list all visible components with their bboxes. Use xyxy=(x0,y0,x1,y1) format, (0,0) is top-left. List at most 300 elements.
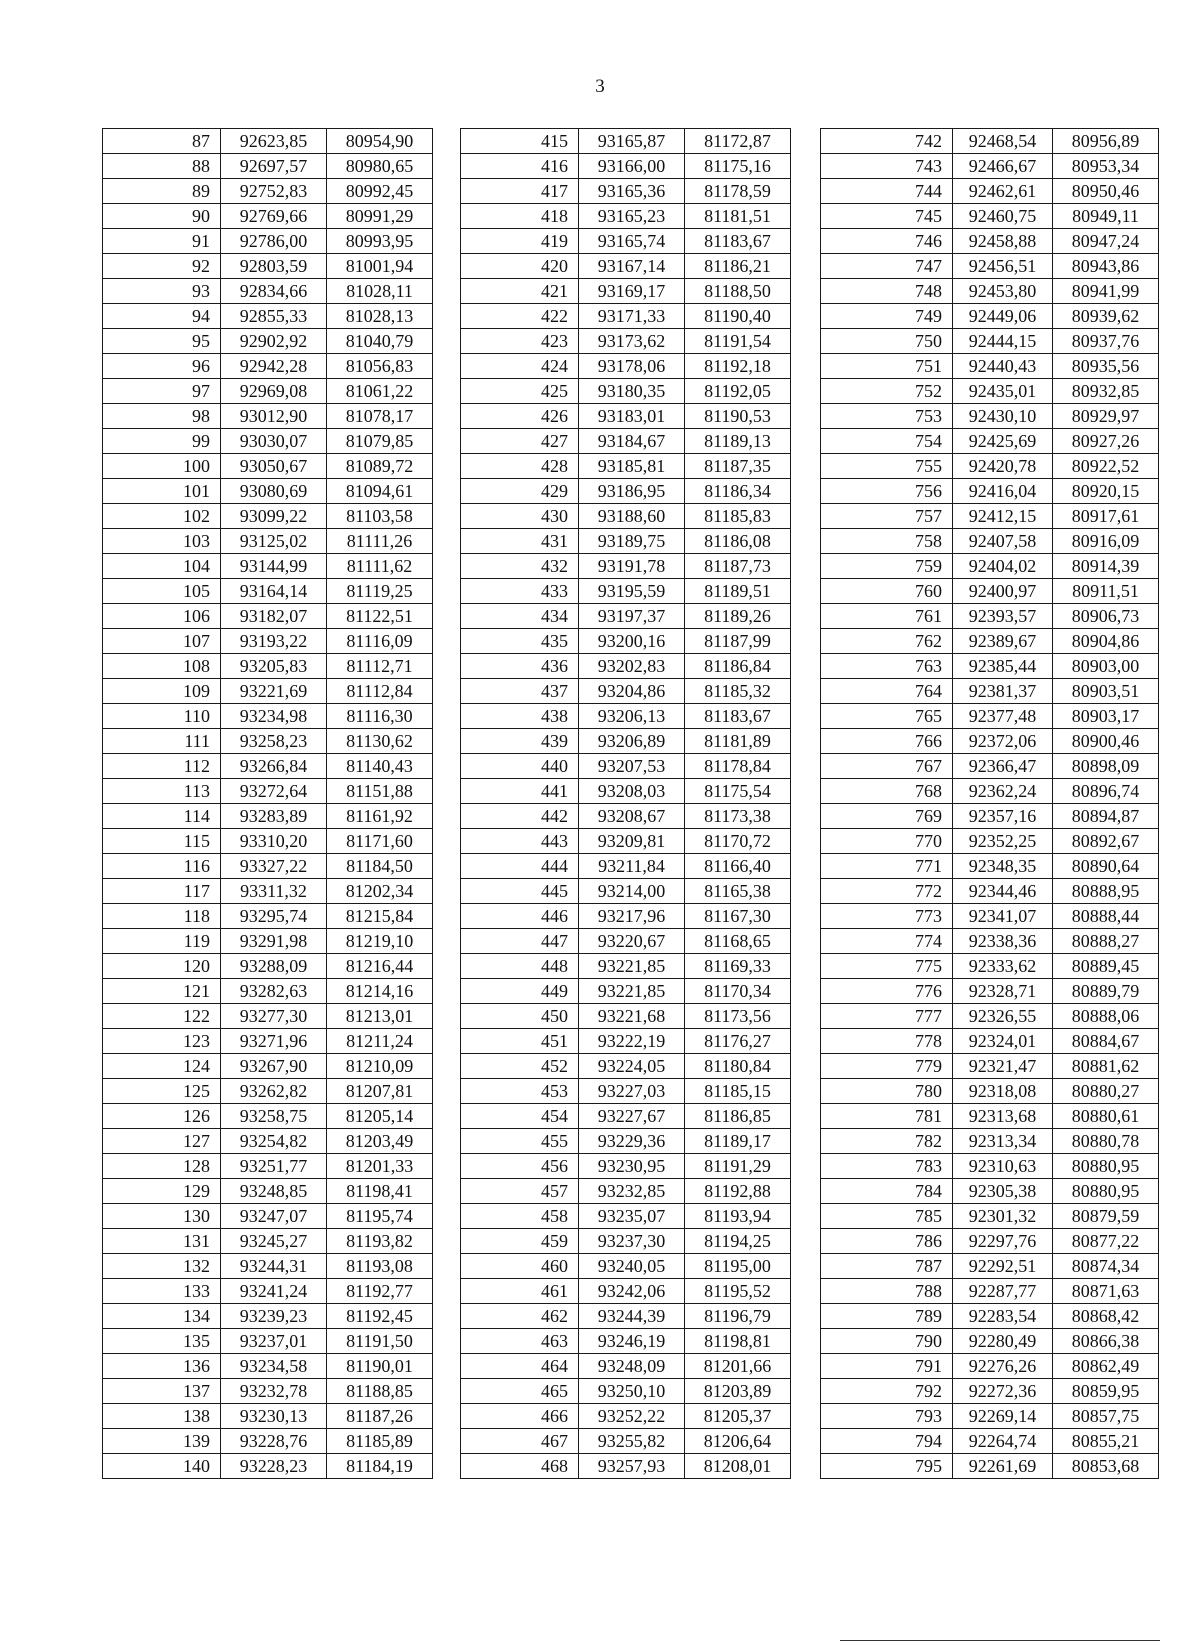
table-row xyxy=(103,854,433,879)
point-number-cell: 763 xyxy=(821,654,953,679)
y-coordinate-cell: 81185,89 xyxy=(327,1429,433,1454)
point-number-cell: 467 xyxy=(461,1429,579,1454)
point-number-cell: 778 xyxy=(821,1029,953,1054)
x-coordinate-cell: 93277,30 xyxy=(221,1004,327,1029)
x-coordinate-cell: 93257,93 xyxy=(579,1454,685,1479)
table-row xyxy=(461,1329,791,1354)
x-coordinate-cell: 92412,15 xyxy=(953,504,1053,529)
table-row xyxy=(821,1354,1159,1379)
y-coordinate-cell: 81170,34 xyxy=(685,979,791,1004)
table-row xyxy=(461,879,791,904)
table-row xyxy=(103,979,433,1004)
table-row xyxy=(103,1254,433,1279)
coordinate-table-body xyxy=(821,129,1159,1479)
y-coordinate-cell: 81078,17 xyxy=(327,404,433,429)
y-coordinate-cell: 81193,94 xyxy=(685,1204,791,1229)
table-row xyxy=(103,579,433,604)
point-number-cell: 116 xyxy=(103,854,221,879)
y-coordinate-cell: 81167,30 xyxy=(685,904,791,929)
y-coordinate-cell: 81176,27 xyxy=(685,1029,791,1054)
point-number-cell: 108 xyxy=(103,654,221,679)
table-row xyxy=(461,304,791,329)
x-coordinate-cell: 92377,48 xyxy=(953,704,1053,729)
y-coordinate-cell: 81184,19 xyxy=(327,1454,433,1479)
table-row xyxy=(821,1229,1159,1254)
y-coordinate-cell: 81122,51 xyxy=(327,604,433,629)
point-number-cell: 774 xyxy=(821,929,953,954)
y-coordinate-cell: 81001,94 xyxy=(327,254,433,279)
point-number-cell: 765 xyxy=(821,704,953,729)
y-coordinate-cell: 81089,72 xyxy=(327,454,433,479)
table-row xyxy=(461,1404,791,1429)
y-coordinate-cell: 80943,86 xyxy=(1053,254,1159,279)
x-coordinate-cell: 93186,95 xyxy=(579,479,685,504)
y-coordinate-cell: 81169,33 xyxy=(685,954,791,979)
x-coordinate-cell: 92297,76 xyxy=(953,1229,1053,1254)
coordinate-table-1 xyxy=(102,128,433,1479)
point-number-cell: 133 xyxy=(103,1279,221,1304)
point-number-cell: 771 xyxy=(821,854,953,879)
table-row xyxy=(461,329,791,354)
table-row xyxy=(103,479,433,504)
x-coordinate-cell: 92292,51 xyxy=(953,1254,1053,1279)
x-coordinate-cell: 92280,49 xyxy=(953,1329,1053,1354)
x-coordinate-cell: 93182,07 xyxy=(221,604,327,629)
y-coordinate-cell: 81175,16 xyxy=(685,154,791,179)
point-number-cell: 431 xyxy=(461,529,579,554)
x-coordinate-cell: 93228,23 xyxy=(221,1454,327,1479)
table-row xyxy=(461,429,791,454)
x-coordinate-cell: 93050,67 xyxy=(221,454,327,479)
y-coordinate-cell: 81208,01 xyxy=(685,1454,791,1479)
point-number-cell: 93 xyxy=(103,279,221,304)
y-coordinate-cell: 81189,51 xyxy=(685,579,791,604)
y-coordinate-cell: 81188,85 xyxy=(327,1379,433,1404)
table-row xyxy=(461,679,791,704)
y-coordinate-cell: 81116,30 xyxy=(327,704,433,729)
y-coordinate-cell: 81203,89 xyxy=(685,1379,791,1404)
point-number-cell: 759 xyxy=(821,554,953,579)
x-coordinate-cell: 93165,87 xyxy=(579,129,685,154)
x-coordinate-cell: 92381,37 xyxy=(953,679,1053,704)
point-number-cell: 768 xyxy=(821,779,953,804)
x-coordinate-cell: 93202,83 xyxy=(579,654,685,679)
point-number-cell: 786 xyxy=(821,1229,953,1254)
x-coordinate-cell: 93191,78 xyxy=(579,554,685,579)
y-coordinate-cell: 80894,87 xyxy=(1053,804,1159,829)
table-row xyxy=(821,579,1159,604)
coordinate-table-body xyxy=(103,129,433,1479)
y-coordinate-cell: 81190,40 xyxy=(685,304,791,329)
table-row xyxy=(461,454,791,479)
x-coordinate-cell: 93214,00 xyxy=(579,879,685,904)
x-coordinate-cell: 93144,99 xyxy=(221,554,327,579)
y-coordinate-cell: 81214,16 xyxy=(327,979,433,1004)
x-coordinate-cell: 93245,27 xyxy=(221,1229,327,1254)
x-coordinate-cell: 93234,98 xyxy=(221,704,327,729)
table-row xyxy=(103,804,433,829)
y-coordinate-cell: 80917,61 xyxy=(1053,504,1159,529)
y-coordinate-cell: 81171,60 xyxy=(327,829,433,854)
y-coordinate-cell: 80906,73 xyxy=(1053,604,1159,629)
y-coordinate-cell: 81181,89 xyxy=(685,729,791,754)
point-number-cell: 125 xyxy=(103,1079,221,1104)
point-number-cell: 794 xyxy=(821,1429,953,1454)
point-number-cell: 777 xyxy=(821,1004,953,1029)
x-coordinate-cell: 92261,69 xyxy=(953,1454,1053,1479)
y-coordinate-cell: 80904,86 xyxy=(1053,629,1159,654)
y-coordinate-cell: 80929,97 xyxy=(1053,404,1159,429)
table-row xyxy=(103,1279,433,1304)
y-coordinate-cell: 81187,73 xyxy=(685,554,791,579)
y-coordinate-cell: 80896,74 xyxy=(1053,779,1159,804)
table-row xyxy=(103,304,433,329)
x-coordinate-cell: 92321,47 xyxy=(953,1054,1053,1079)
point-number-cell: 416 xyxy=(461,154,579,179)
x-coordinate-cell: 92276,26 xyxy=(953,1354,1053,1379)
point-number-cell: 458 xyxy=(461,1204,579,1229)
point-number-cell: 769 xyxy=(821,804,953,829)
table-row xyxy=(103,779,433,804)
y-coordinate-cell: 81178,84 xyxy=(685,754,791,779)
x-coordinate-cell: 93189,75 xyxy=(579,529,685,554)
y-coordinate-cell: 80888,44 xyxy=(1053,904,1159,929)
point-number-cell: 128 xyxy=(103,1154,221,1179)
point-number-cell: 744 xyxy=(821,179,953,204)
x-coordinate-cell: 93258,75 xyxy=(221,1104,327,1129)
x-coordinate-cell: 93288,09 xyxy=(221,954,327,979)
x-coordinate-cell: 92462,61 xyxy=(953,179,1053,204)
x-coordinate-cell: 92326,55 xyxy=(953,1004,1053,1029)
x-coordinate-cell: 92803,59 xyxy=(221,254,327,279)
table-row xyxy=(821,379,1159,404)
point-number-cell: 745 xyxy=(821,204,953,229)
y-coordinate-cell: 81111,26 xyxy=(327,529,433,554)
x-coordinate-cell: 93221,85 xyxy=(579,954,685,979)
point-number-cell: 425 xyxy=(461,379,579,404)
table-row xyxy=(461,1204,791,1229)
y-coordinate-cell: 80880,78 xyxy=(1053,1129,1159,1154)
x-coordinate-cell: 92305,38 xyxy=(953,1179,1053,1204)
point-number-cell: 430 xyxy=(461,504,579,529)
x-coordinate-cell: 92393,57 xyxy=(953,604,1053,629)
table-row xyxy=(821,454,1159,479)
x-coordinate-cell: 93266,84 xyxy=(221,754,327,779)
x-coordinate-cell: 93227,67 xyxy=(579,1104,685,1129)
y-coordinate-cell: 81166,40 xyxy=(685,854,791,879)
x-coordinate-cell: 92310,63 xyxy=(953,1154,1053,1179)
point-number-cell: 764 xyxy=(821,679,953,704)
table-row xyxy=(461,579,791,604)
x-coordinate-cell: 93195,59 xyxy=(579,579,685,604)
point-number-cell: 136 xyxy=(103,1354,221,1379)
y-coordinate-cell: 81111,62 xyxy=(327,554,433,579)
table-row xyxy=(821,1129,1159,1154)
table-row xyxy=(821,729,1159,754)
x-coordinate-cell: 92407,58 xyxy=(953,529,1053,554)
x-coordinate-cell: 93267,90 xyxy=(221,1054,327,1079)
table-row xyxy=(103,1379,433,1404)
table-row xyxy=(821,929,1159,954)
y-coordinate-cell: 80916,09 xyxy=(1053,529,1159,554)
point-number-cell: 753 xyxy=(821,404,953,429)
table-row xyxy=(461,1104,791,1129)
x-coordinate-cell: 93237,01 xyxy=(221,1329,327,1354)
point-number-cell: 438 xyxy=(461,704,579,729)
x-coordinate-cell: 93230,95 xyxy=(579,1154,685,1179)
point-number-cell: 415 xyxy=(461,129,579,154)
x-coordinate-cell: 93185,81 xyxy=(579,454,685,479)
y-coordinate-cell: 81189,13 xyxy=(685,429,791,454)
point-number-cell: 90 xyxy=(103,204,221,229)
y-coordinate-cell: 81028,13 xyxy=(327,304,433,329)
y-coordinate-cell: 81103,58 xyxy=(327,504,433,529)
table-row xyxy=(821,804,1159,829)
x-coordinate-cell: 92786,00 xyxy=(221,229,327,254)
y-coordinate-cell: 81185,83 xyxy=(685,504,791,529)
table-row xyxy=(821,554,1159,579)
x-coordinate-cell: 92449,06 xyxy=(953,304,1053,329)
table-row xyxy=(821,529,1159,554)
point-number-cell: 457 xyxy=(461,1179,579,1204)
point-number-cell: 127 xyxy=(103,1129,221,1154)
point-number-cell: 791 xyxy=(821,1354,953,1379)
y-coordinate-cell: 81168,65 xyxy=(685,929,791,954)
table-row xyxy=(103,879,433,904)
y-coordinate-cell: 81094,61 xyxy=(327,479,433,504)
y-coordinate-cell: 81165,38 xyxy=(685,879,791,904)
y-coordinate-cell: 81192,18 xyxy=(685,354,791,379)
table-row xyxy=(461,804,791,829)
x-coordinate-cell: 93228,76 xyxy=(221,1429,327,1454)
point-number-cell: 96 xyxy=(103,354,221,379)
point-number-cell: 782 xyxy=(821,1129,953,1154)
point-number-cell: 462 xyxy=(461,1304,579,1329)
x-coordinate-cell: 93178,06 xyxy=(579,354,685,379)
table-row xyxy=(461,279,791,304)
point-number-cell: 427 xyxy=(461,429,579,454)
point-number-cell: 122 xyxy=(103,1004,221,1029)
point-number-cell: 121 xyxy=(103,979,221,1004)
table-row xyxy=(461,629,791,654)
x-coordinate-cell: 92623,85 xyxy=(221,129,327,154)
y-coordinate-cell: 81186,85 xyxy=(685,1104,791,1129)
point-number-cell: 109 xyxy=(103,679,221,704)
table-row xyxy=(821,1454,1159,1479)
x-coordinate-cell: 93184,67 xyxy=(579,429,685,454)
point-number-cell: 770 xyxy=(821,829,953,854)
point-number-cell: 120 xyxy=(103,954,221,979)
table-row xyxy=(103,1229,433,1254)
point-number-cell: 779 xyxy=(821,1054,953,1079)
point-number-cell: 452 xyxy=(461,1054,579,1079)
x-coordinate-cell: 92362,24 xyxy=(953,779,1053,804)
x-coordinate-cell: 92333,62 xyxy=(953,954,1053,979)
point-number-cell: 99 xyxy=(103,429,221,454)
y-coordinate-cell: 81140,43 xyxy=(327,754,433,779)
point-number-cell: 464 xyxy=(461,1354,579,1379)
y-coordinate-cell: 81183,67 xyxy=(685,229,791,254)
x-coordinate-cell: 93254,82 xyxy=(221,1129,327,1154)
point-number-cell: 790 xyxy=(821,1329,953,1354)
y-coordinate-cell: 81186,84 xyxy=(685,654,791,679)
y-coordinate-cell: 81185,15 xyxy=(685,1079,791,1104)
table-row xyxy=(103,729,433,754)
y-coordinate-cell: 80939,62 xyxy=(1053,304,1159,329)
y-coordinate-cell: 80866,38 xyxy=(1053,1329,1159,1354)
y-coordinate-cell: 81196,79 xyxy=(685,1304,791,1329)
point-number-cell: 92 xyxy=(103,254,221,279)
x-coordinate-cell: 93200,16 xyxy=(579,629,685,654)
y-coordinate-cell: 81206,64 xyxy=(685,1429,791,1454)
point-number-cell: 460 xyxy=(461,1254,579,1279)
table-row xyxy=(103,1104,433,1129)
coordinate-table-2 xyxy=(460,128,791,1479)
y-coordinate-cell: 81201,66 xyxy=(685,1354,791,1379)
table-row xyxy=(103,1204,433,1229)
point-number-cell: 788 xyxy=(821,1279,953,1304)
x-coordinate-cell: 92430,10 xyxy=(953,404,1053,429)
y-coordinate-cell: 81189,17 xyxy=(685,1129,791,1154)
table-row xyxy=(461,1454,791,1479)
table-row xyxy=(821,129,1159,154)
x-coordinate-cell: 92468,54 xyxy=(953,129,1053,154)
table-row xyxy=(821,1154,1159,1179)
table-row xyxy=(461,129,791,154)
table-row xyxy=(821,779,1159,804)
table-row xyxy=(103,1054,433,1079)
table-row xyxy=(103,1304,433,1329)
y-coordinate-cell: 80879,59 xyxy=(1053,1204,1159,1229)
x-coordinate-cell: 92834,66 xyxy=(221,279,327,304)
y-coordinate-cell: 80880,95 xyxy=(1053,1179,1159,1204)
y-coordinate-cell: 80903,17 xyxy=(1053,704,1159,729)
x-coordinate-cell: 93229,36 xyxy=(579,1129,685,1154)
point-number-cell: 459 xyxy=(461,1229,579,1254)
point-number-cell: 443 xyxy=(461,829,579,854)
table-row xyxy=(821,279,1159,304)
y-coordinate-cell: 80920,15 xyxy=(1053,479,1159,504)
y-coordinate-cell: 81119,25 xyxy=(327,579,433,604)
point-number-cell: 433 xyxy=(461,579,579,604)
point-number-cell: 748 xyxy=(821,279,953,304)
y-coordinate-cell: 80889,45 xyxy=(1053,954,1159,979)
x-coordinate-cell: 93221,69 xyxy=(221,679,327,704)
table-row xyxy=(821,1054,1159,1079)
point-number-cell: 94 xyxy=(103,304,221,329)
table-row xyxy=(461,954,791,979)
y-coordinate-cell: 81161,92 xyxy=(327,804,433,829)
table-row xyxy=(821,1179,1159,1204)
x-coordinate-cell: 93193,22 xyxy=(221,629,327,654)
table-row xyxy=(103,629,433,654)
y-coordinate-cell: 80859,95 xyxy=(1053,1379,1159,1404)
point-number-cell: 449 xyxy=(461,979,579,1004)
x-coordinate-cell: 93248,09 xyxy=(579,1354,685,1379)
table-row xyxy=(461,754,791,779)
point-number-cell: 749 xyxy=(821,304,953,329)
point-number-cell: 140 xyxy=(103,1454,221,1479)
y-coordinate-cell: 81192,77 xyxy=(327,1279,433,1304)
table-row xyxy=(821,679,1159,704)
x-coordinate-cell: 93242,06 xyxy=(579,1279,685,1304)
x-coordinate-cell: 93208,67 xyxy=(579,804,685,829)
point-number-cell: 795 xyxy=(821,1454,953,1479)
table-row xyxy=(461,654,791,679)
x-coordinate-cell: 93310,20 xyxy=(221,829,327,854)
point-number-cell: 420 xyxy=(461,254,579,279)
point-number-cell: 423 xyxy=(461,329,579,354)
table-row xyxy=(821,304,1159,329)
x-coordinate-cell: 92348,35 xyxy=(953,854,1053,879)
y-coordinate-cell: 80992,45 xyxy=(327,179,433,204)
x-coordinate-cell: 93224,05 xyxy=(579,1054,685,1079)
x-coordinate-cell: 92344,46 xyxy=(953,879,1053,904)
table-row xyxy=(821,754,1159,779)
x-coordinate-cell: 93311,32 xyxy=(221,879,327,904)
table-row xyxy=(461,1354,791,1379)
y-coordinate-cell: 80880,27 xyxy=(1053,1079,1159,1104)
point-number-cell: 756 xyxy=(821,479,953,504)
table-row xyxy=(103,529,433,554)
point-number-cell: 751 xyxy=(821,354,953,379)
x-coordinate-cell: 92416,04 xyxy=(953,479,1053,504)
y-coordinate-cell: 81210,09 xyxy=(327,1054,433,1079)
x-coordinate-cell: 93171,33 xyxy=(579,304,685,329)
x-coordinate-cell: 92440,43 xyxy=(953,354,1053,379)
point-number-cell: 89 xyxy=(103,179,221,204)
point-number-cell: 117 xyxy=(103,879,221,904)
x-coordinate-cell: 93125,02 xyxy=(221,529,327,554)
y-coordinate-cell: 81193,08 xyxy=(327,1254,433,1279)
x-coordinate-cell: 92453,80 xyxy=(953,279,1053,304)
x-coordinate-cell: 92769,66 xyxy=(221,204,327,229)
point-number-cell: 760 xyxy=(821,579,953,604)
y-coordinate-cell: 81205,14 xyxy=(327,1104,433,1129)
y-coordinate-cell: 80937,76 xyxy=(1053,329,1159,354)
y-coordinate-cell: 81198,81 xyxy=(685,1329,791,1354)
y-coordinate-cell: 81061,22 xyxy=(327,379,433,404)
y-coordinate-cell: 81180,84 xyxy=(685,1054,791,1079)
x-coordinate-cell: 93235,07 xyxy=(579,1204,685,1229)
page-number: 3 xyxy=(595,76,605,97)
x-coordinate-cell: 92425,69 xyxy=(953,429,1053,454)
x-coordinate-cell: 93271,96 xyxy=(221,1029,327,1054)
y-coordinate-cell: 80871,63 xyxy=(1053,1279,1159,1304)
table-row xyxy=(103,404,433,429)
table-row xyxy=(821,154,1159,179)
point-number-cell: 100 xyxy=(103,454,221,479)
x-coordinate-cell: 92264,74 xyxy=(953,1429,1053,1454)
point-number-cell: 110 xyxy=(103,704,221,729)
x-coordinate-cell: 93205,83 xyxy=(221,654,327,679)
table-row xyxy=(821,1304,1159,1329)
x-coordinate-cell: 93099,22 xyxy=(221,504,327,529)
point-number-cell: 435 xyxy=(461,629,579,654)
y-coordinate-cell: 81188,50 xyxy=(685,279,791,304)
point-number-cell: 113 xyxy=(103,779,221,804)
table-row xyxy=(461,704,791,729)
table-row xyxy=(461,779,791,804)
table-row xyxy=(103,204,433,229)
y-coordinate-cell: 80949,11 xyxy=(1053,204,1159,229)
y-coordinate-cell: 80980,65 xyxy=(327,154,433,179)
point-number-cell: 750 xyxy=(821,329,953,354)
y-coordinate-cell: 81193,82 xyxy=(327,1229,433,1254)
x-coordinate-cell: 93206,13 xyxy=(579,704,685,729)
x-coordinate-cell: 93247,07 xyxy=(221,1204,327,1229)
table-row xyxy=(103,679,433,704)
